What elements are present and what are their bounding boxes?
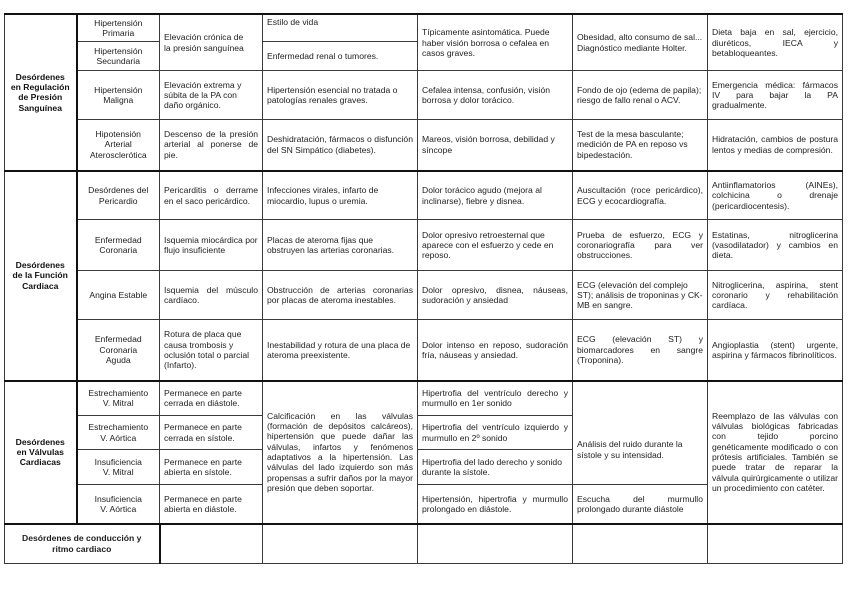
- category-cell: Desórdenes de conducción y ritmo cardiaco: [5, 524, 160, 564]
- treatment-cell: Estatinas, nitroglicerina (vasodilatador) y cambios en dieta.: [708, 220, 843, 270]
- definition-cell: Isquemia miocárdica por flujo insuficiente: [160, 220, 263, 270]
- disorder-name-cell: Enfermedad Coronaria: [77, 220, 160, 270]
- definition-cell: Permanece en parte abierta en diástole.: [160, 485, 263, 524]
- disorders-table: [4, 13, 843, 564]
- disorder-name-cell: Insuficiencia V. Aórtica: [77, 485, 160, 524]
- diagnosis-cell: Prueba de esfuerzo, ECG y coronariografía para ver obstrucciones.: [573, 220, 708, 270]
- diagnosis-cell: Test de la mesa basculante; medición de PA en reposo vs bipedestación.: [573, 119, 708, 170]
- definition-cell: Rotura de placa que causa trombosis y oclusión total o parcial (Infarto).: [160, 320, 263, 381]
- definition-cell: Permanece en parte cerrada en diástole.: [160, 381, 263, 416]
- diagnosis-cell: ECG (elevación ST) y biomarcadores en sangre (Troponina).: [573, 320, 708, 381]
- causes-cell: Enfermedad renal o tumores.: [263, 41, 418, 70]
- treatment-cell: Antiinflamatorios (AINEs), colchicina o drenaje (pericardiocentesis).: [708, 171, 843, 220]
- definition-cell: Elevación extrema y súbita de la PA con daño orgánico.: [160, 71, 263, 119]
- treatment-cell: Nitroglicerina, aspirina, stent coronario y rehabilitación cardíaca.: [708, 270, 843, 319]
- treatment-cell: Emergencia médica: fármacos IV para bajar la PA gradualmente.: [708, 71, 843, 119]
- causes-cell: Estilo de vida: [263, 14, 418, 41]
- disorder-name-cell: Angina Estable: [77, 270, 160, 319]
- diagnosis-cell: Análisis del ruido durante la sístole y su intensidad.: [573, 415, 708, 484]
- symptoms-cell: Típicamente asintomática. Puede haber visión borrosa o cefalea en casos graves.: [418, 14, 573, 71]
- definition-cell: Elevación crónica de la presión sanguínea: [160, 14, 263, 71]
- causes-cell: Hipertensión esencial no tratada o patologías renales graves.: [263, 71, 418, 119]
- empty-cell: [160, 524, 263, 564]
- causes-cell: Deshidratación, fármacos o disfunción del SN Simpático (diabetes).: [263, 119, 418, 170]
- definition-cell: Pericarditis o derrame en el saco pericárdico.: [160, 171, 263, 220]
- disorder-name-cell: Desórdenes del Pericardio: [77, 171, 160, 220]
- disorder-name-cell: Hipotensión Arterial Aterosclerótica: [77, 119, 160, 170]
- disorder-name-cell: Estrechamiento V. Aórtica: [77, 415, 160, 450]
- treatment-cell: Hidratación, cambios de postura lentos y medias de compresión.: [708, 119, 843, 170]
- disorder-name-cell: Enfermedad Coronaria Aguda: [77, 320, 160, 381]
- symptoms-cell: Hipertrofia del lado derecho y sonido durante la sístole.: [418, 450, 573, 485]
- definition-cell: Descenso de la presión arterial al ponerse de pie.: [160, 119, 263, 170]
- diagnosis-cell: Auscultación (roce pericárdico), ECG y ecocardiografía.: [573, 171, 708, 220]
- symptoms-cell: Dolor opresivo, disnea, náuseas, sudoración y ansiedad: [418, 270, 573, 319]
- treatment-cell: Dieta baja en sal, ejercicio, diuréticos, IECA y betabloqueantes.: [708, 14, 843, 71]
- empty-cell: [418, 524, 573, 564]
- definition-cell: Permanece en parte cerrada en sístole.: [160, 415, 263, 450]
- diagnosis-cell: Fondo de ojo (edema de papila); riesgo de fallo renal o ACV.: [573, 71, 708, 119]
- symptoms-cell: Hipertrofia del ventrículo izquierdo y murmullo en 2º sonido: [418, 415, 573, 450]
- symptoms-cell: Dolor opresivo retroesternal que aparece con el esfuerzo y cede en reposo.: [418, 220, 573, 270]
- symptoms-cell: Hipertrofia del ventrículo derecho y murmullo en 1er sonido: [418, 381, 573, 416]
- category-cell: Desórdenes en Regulación de Presión Sanguínea: [5, 14, 77, 171]
- symptoms-cell: Dolor torácico agudo (mejora al inclinarse), fiebre y disnea.: [418, 171, 573, 220]
- causes-cell: Placas de ateroma fijas que obstruyen las arterias coronarias.: [263, 220, 418, 270]
- empty-cell: [263, 524, 418, 564]
- causes-cell: Calcificación en las válvulas (formación de depósitos calcáreos), hipertensión que puede dañar las válvulas, infartos y fenómenos adaptativos a la hipertensión. Las válvulas del lado izquierdo son más propensas a sufrir daños por la mayor presión que deben soportar.: [263, 381, 418, 524]
- disorder-name-cell: Hipertensión Maligna: [77, 71, 160, 119]
- symptoms-cell: Cefalea intensa, confusión, visión borrosa y dolor torácico.: [418, 71, 573, 119]
- disorder-name-cell: Hipertensión Secundaria: [77, 41, 160, 70]
- definition-cell: Isquemia del músculo cardíaco.: [160, 270, 263, 319]
- causes-cell: Obstrucción de arterias coronarias por placas de ateroma inestables.: [263, 270, 418, 319]
- diagnosis-cell: ECG (elevación del complejo ST); análisis de troponinas y CK-MB en sangre.: [573, 270, 708, 319]
- symptoms-cell: Mareos, visión borrosa, debilidad y síncope: [418, 119, 573, 170]
- treatment-cell: Angioplastia (stent) urgente, aspirina y fármacos fibrinolíticos.: [708, 320, 843, 381]
- treatment-cell: Reemplazo de las válvulas con válvulas biológicas fabricadas con tejido porcino genéticamente modificado o con prótesis artificiales. También se puede tratar de reparar la válvula quirúrgicamente o utilizar un procedimiento con catéter.: [708, 381, 843, 524]
- definition-cell: Permanece en parte abierta en sístole.: [160, 450, 263, 485]
- diagnosis-cell: Obesidad, alto consumo de sal... Diagnóstico mediante Holter.: [573, 14, 708, 71]
- causes-cell: Inestabilidad y rotura de una placa de ateroma preexistente.: [263, 320, 418, 381]
- causes-cell: Infecciones virales, infarto de miocardio, lupus o uremia.: [263, 171, 418, 220]
- disorder-name-cell: Hipertensión Primaria: [77, 14, 160, 41]
- symptoms-cell: Dolor intenso en reposo, sudoración fría, náuseas y ansiedad.: [418, 320, 573, 381]
- empty-cell: [573, 524, 708, 564]
- disorder-name-cell: Insuficiencia V. Mitral: [77, 450, 160, 485]
- symptoms-cell: Hipertensión, hipertrofia y murmullo prolongado en diástole.: [418, 485, 573, 524]
- empty-cell: [708, 524, 843, 564]
- diagnosis-cell: [573, 381, 708, 416]
- diagnosis-cell: Escucha del murmullo prolongado durante diástole: [573, 485, 708, 524]
- category-cell: Desórdenes en Válvulas Cardiacas: [5, 381, 77, 524]
- disorder-name-cell: Estrechamiento V. Mitral: [77, 381, 160, 416]
- category-cell: Desórdenes de la Función Cardiaca: [5, 171, 77, 381]
